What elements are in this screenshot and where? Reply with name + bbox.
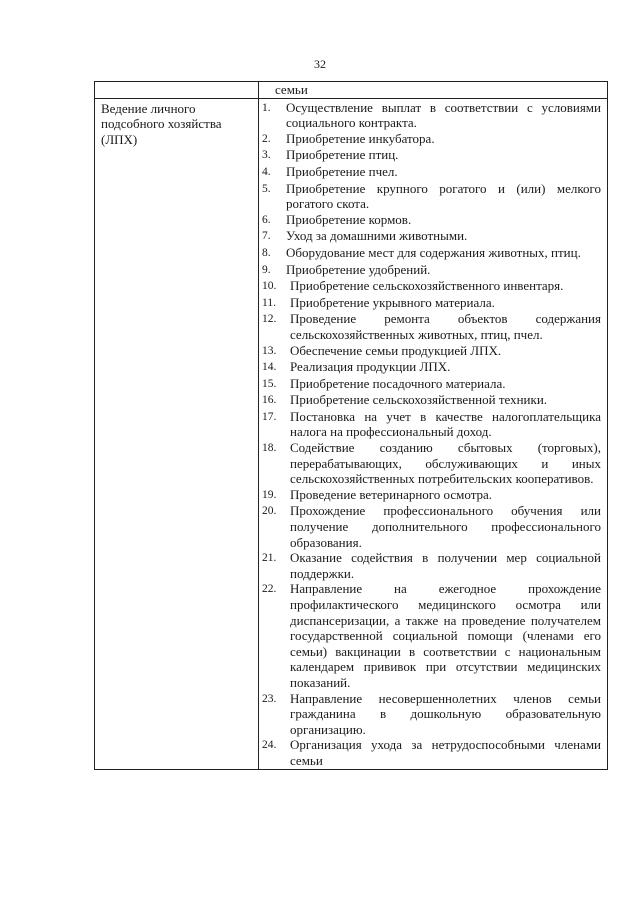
- item-text: Реализация продукции ЛПХ.: [290, 359, 451, 375]
- item-number: 19.: [262, 488, 277, 501]
- category-label: Ведение личного подсобного хозяйства (ЛПХ): [101, 100, 222, 147]
- item-number: 12.: [262, 313, 277, 326]
- item-text: Проведение ветеринарного осмотра.: [290, 486, 493, 502]
- item-text: Приобретение инкубатора.: [286, 130, 435, 146]
- item-text: Оборудование мест для содержания животных, птиц.: [286, 244, 581, 260]
- list-item: [262, 392, 601, 409]
- list-item: [262, 262, 601, 279]
- item-number: 5.: [262, 182, 271, 195]
- list-item: [262, 278, 601, 295]
- item-text: Приобретение укрывного материала.: [290, 294, 495, 310]
- item-number: 17.: [262, 410, 277, 423]
- item-number: 9.: [262, 263, 271, 276]
- continuation-right-cell: [259, 82, 608, 99]
- item-text: Приобретение посадочного материала.: [290, 375, 506, 391]
- item-text: Постановка на учет в качестве налогоплательщика налога на профессиональный доход.: [290, 408, 601, 440]
- item-number: 18.: [262, 442, 277, 455]
- list-item: [262, 503, 601, 550]
- item-number: 7.: [262, 230, 271, 243]
- list-item: [262, 737, 601, 768]
- list-item: [262, 181, 601, 212]
- items-list: [262, 99, 601, 769]
- list-item: [262, 245, 601, 262]
- item-text: Приобретение птиц.: [286, 147, 399, 163]
- category-cell: [95, 98, 259, 769]
- list-item: [262, 343, 601, 360]
- item-text: Направление на ежегодное прохождение профилактического медицинского осмотра или диспансеризации, а также на проведение получателем государственной социальной помощи (членами его семьи) вакцинации в соответствии с национальным календарем прививок при отсутствии медицинских показаний.: [290, 581, 601, 690]
- item-number: 23.: [262, 692, 277, 705]
- item-number: 20.: [262, 505, 277, 518]
- item-text: Направление несовершеннолетних членов семьи гражданина в дошкольную образовательную организацию.: [290, 690, 601, 737]
- list-item: [262, 376, 601, 393]
- item-number: 1.: [262, 101, 271, 114]
- page-number: 32: [314, 57, 326, 71]
- item-text: Приобретение крупного рогатого и (или) мелкого рогатого скота.: [286, 180, 601, 212]
- item-text: Приобретение кормов.: [286, 211, 412, 227]
- list-item: [262, 212, 601, 229]
- item-number: 21.: [262, 552, 277, 565]
- item-text: Обеспечение семьи продукцией ЛПХ.: [290, 342, 502, 358]
- item-number: 24.: [262, 739, 277, 752]
- item-number: 4.: [262, 165, 271, 178]
- item-text: Приобретение пчел.: [286, 163, 398, 179]
- list-item: [262, 100, 601, 131]
- item-text: Оказание содействия в получении мер социальной поддержки.: [290, 550, 601, 581]
- item-text: Приобретение сельскохозяйственной техники.: [290, 392, 548, 408]
- item-text: Уход за домашними животными.: [286, 228, 468, 244]
- item-number: 22.: [262, 583, 277, 596]
- item-number: 3.: [262, 149, 271, 162]
- item-number: 16.: [262, 394, 277, 407]
- list-item: [262, 311, 601, 342]
- continuation-row: [95, 82, 608, 99]
- item-number: 15.: [262, 377, 277, 390]
- items-cell: [259, 98, 608, 769]
- item-text: Содействие созданию сбытовых (торговых), перерабатывающих, обслуживающих и иных сельскохозяйственных потребительских кооперативов.: [290, 440, 601, 487]
- list-item: [262, 550, 601, 581]
- list-item: [262, 581, 601, 690]
- list-item: [262, 131, 601, 148]
- list-item: [262, 359, 601, 376]
- item-text: Приобретение сельскохозяйственного инвентаря.: [290, 278, 564, 294]
- list-item: [262, 164, 601, 181]
- item-number: 10.: [262, 280, 277, 293]
- list-item: [262, 440, 601, 487]
- continuation-left-cell: [95, 82, 259, 99]
- item-text: Организация ухода за нетрудоспособными членами семьи: [290, 737, 601, 768]
- item-number: 6.: [262, 213, 271, 226]
- item-number: 13.: [262, 344, 277, 357]
- list-item: [262, 691, 601, 738]
- measures-table: [94, 81, 608, 770]
- item-number: 11.: [262, 296, 276, 309]
- category-row: [95, 98, 608, 769]
- list-item: [262, 295, 601, 312]
- item-number: 14.: [262, 361, 277, 374]
- item-text: Прохождение профессионального обучения или получение дополнительного профессионального образования.: [290, 503, 601, 550]
- item-text: Осуществление выплат в соответствии с условиями социального контракта.: [286, 99, 601, 131]
- item-text: Приобретение удобрений.: [286, 261, 431, 277]
- continuation-text: семьи: [275, 82, 308, 97]
- list-item: [262, 228, 601, 245]
- item-number: 8.: [262, 246, 271, 259]
- list-item: [262, 409, 601, 440]
- item-text: Проведение ремонта объектов содержания сельскохозяйственных животных, птиц, пчел.: [290, 311, 601, 342]
- list-item: [262, 487, 601, 504]
- list-item: [262, 147, 601, 164]
- item-number: 2.: [262, 132, 271, 145]
